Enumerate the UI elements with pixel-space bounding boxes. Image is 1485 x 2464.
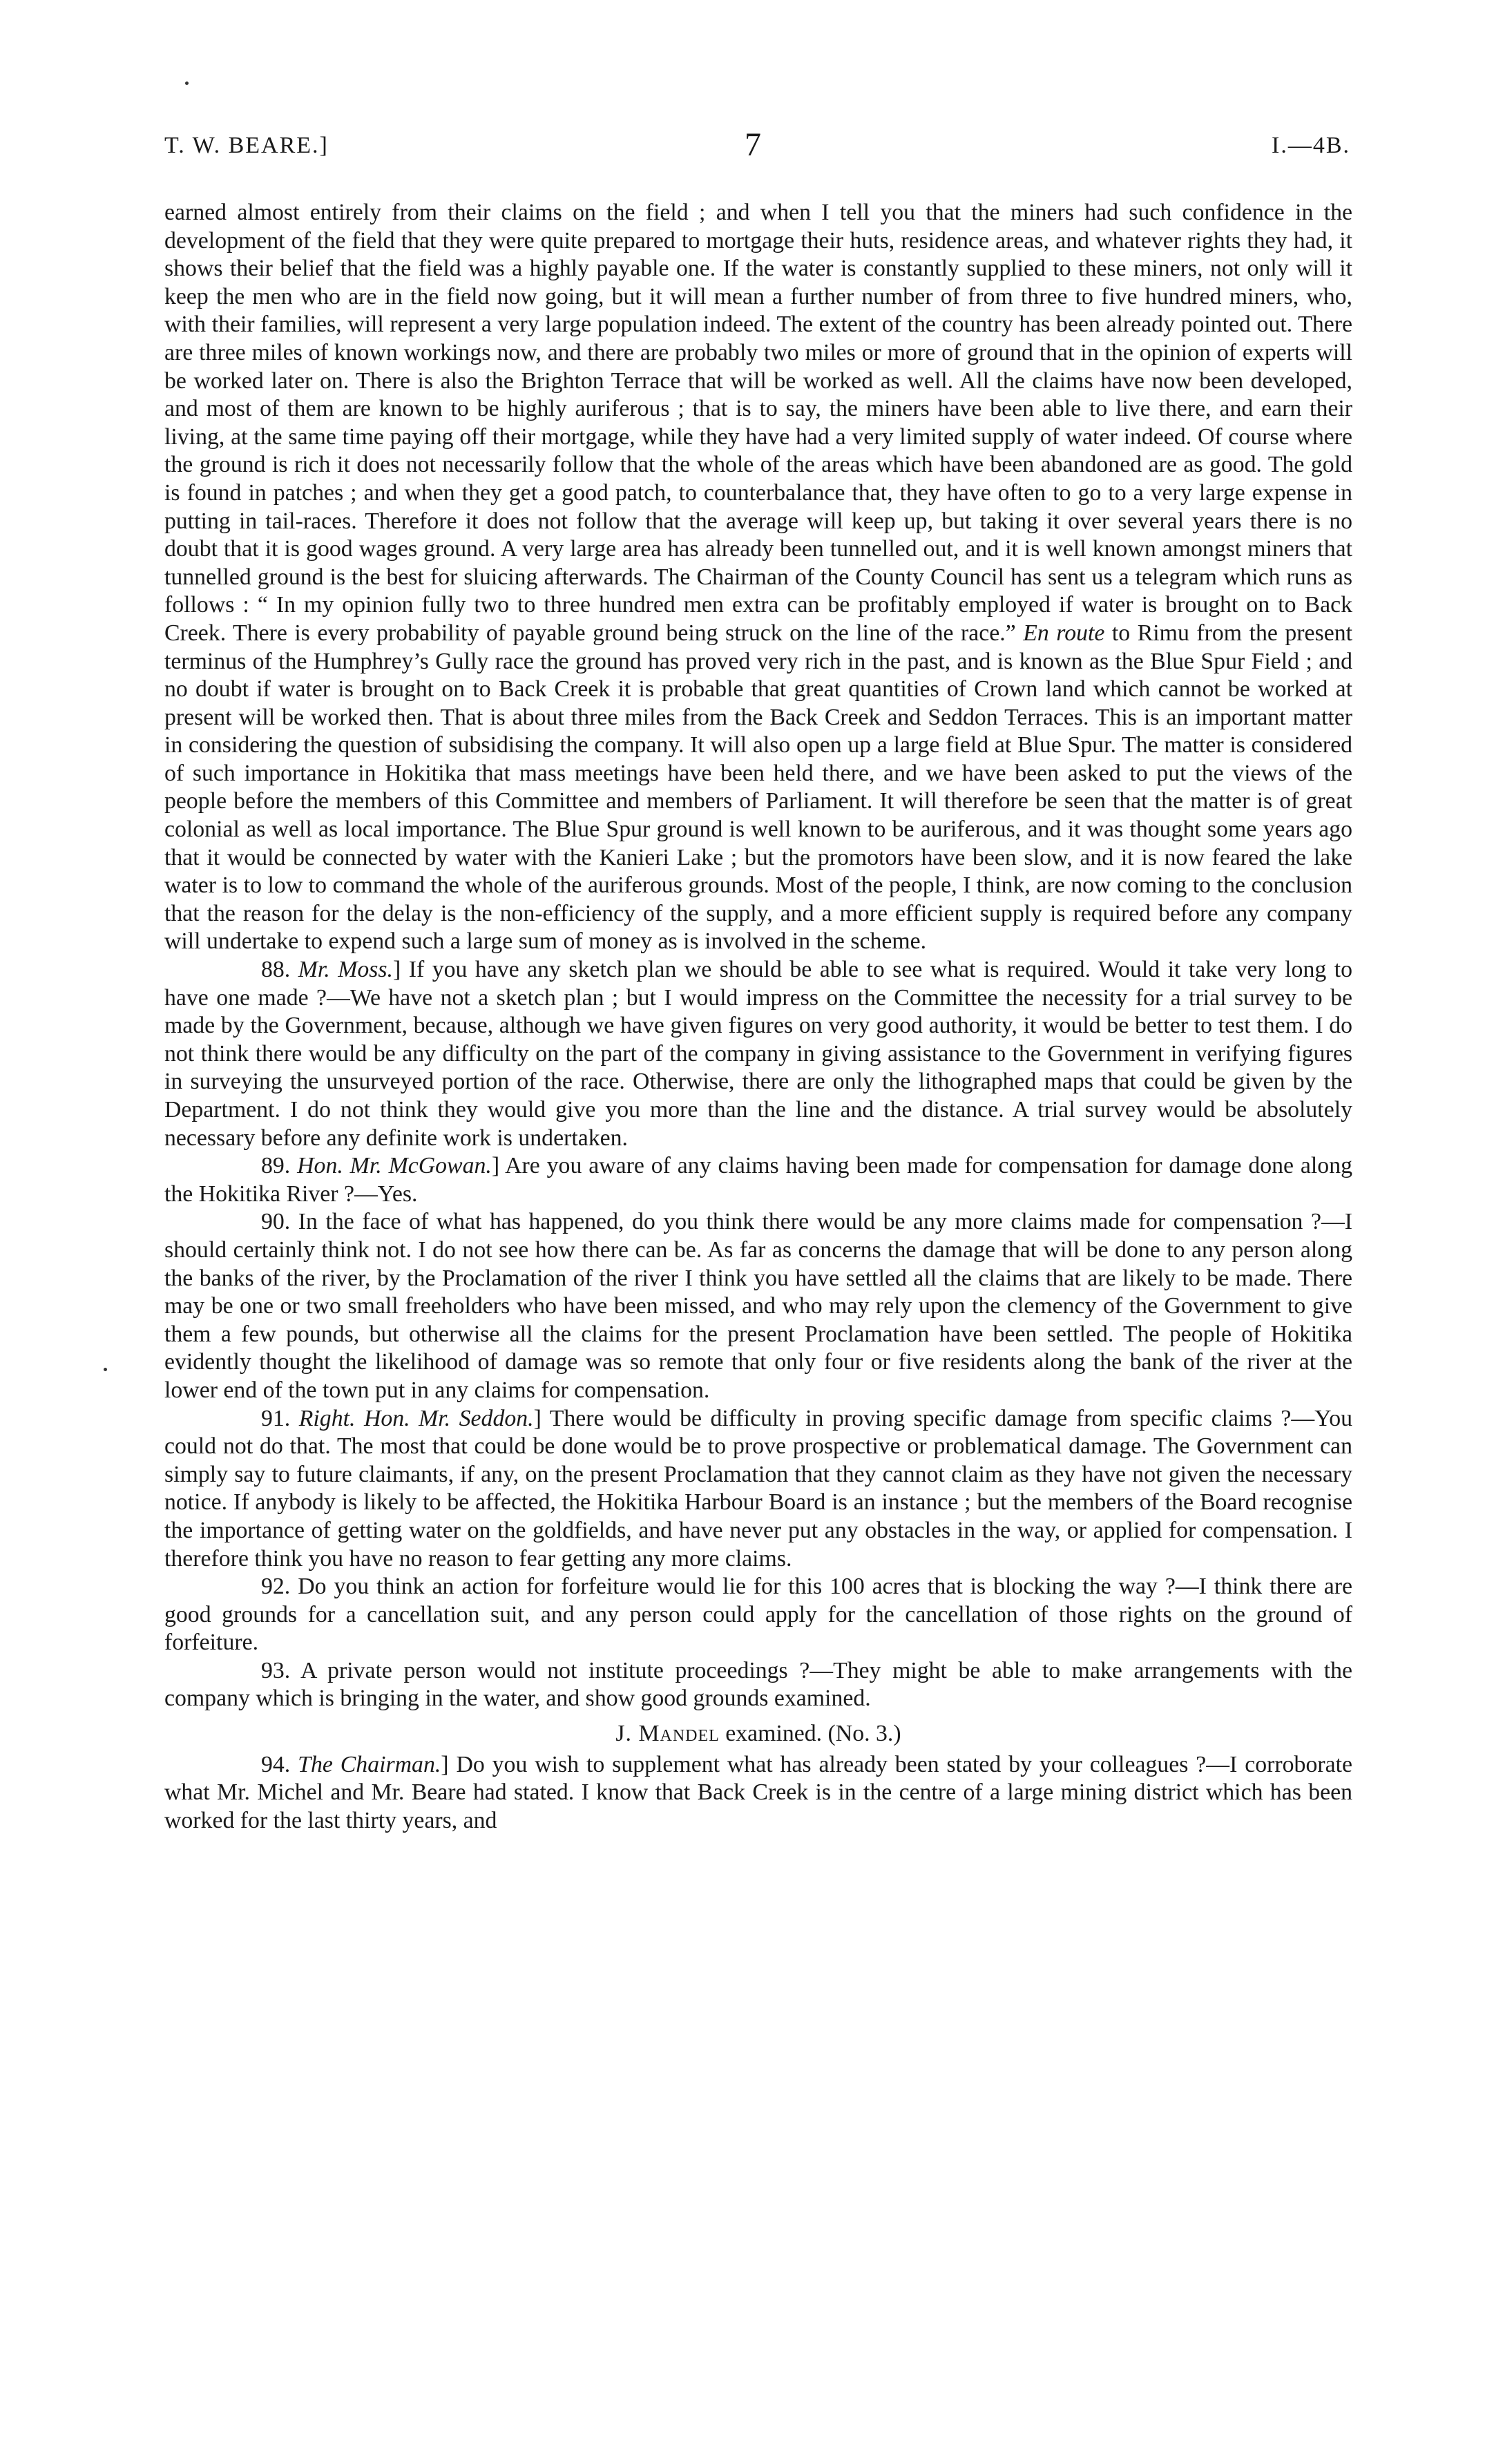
- paragraph-p1: [164, 199, 1352, 956]
- text-span: 88.: [261, 957, 298, 983]
- section-heading: [164, 1720, 1352, 1748]
- text-span: 92. Do you think an action for forfeiture would lie for this 100 acres that is blocking the way ?—I think there are good grounds for a cancellation suit, and any person could apply for the cancellation of those rights on the ground of forfeiture.: [164, 1574, 1352, 1656]
- stray-mark: [185, 82, 189, 85]
- text-span: ] There would be difficulty in proving specific damage from specific claims ?—You could not do that. The most that could be done would be to prove prospective or problematical damage. The Government can simply say to future claimants, if any, on the present Proclamation that they cannot claim as they have not given the necessary notice. If anybody is likely to be affected, the Hokitika Harbour Board is an instance ; but the members of the Board recognise the importance of getting water on the goldfields, and have never put any obstacles in the way, or applied for compensation. I therefore think you have no reason to fear getting any more claims.: [164, 1405, 1352, 1572]
- text-span: ] Are you aware of any claims having been made for compensation for damage done along the Hokitika River ?—Yes.: [164, 1153, 1353, 1207]
- text-span: ] Do you wish to supplement what has already been stated by your colleagues ?—I corroborate what Mr. Michel and Mr. Beare had stated. I know that Back Creek is in the centre of a large mining district which has been worked for the last thirty years, and: [164, 1751, 1352, 1833]
- paragraph-p88: [164, 956, 1352, 1152]
- paragraph-p90: [164, 1208, 1352, 1404]
- text-span: ] If you have any sketch plan we should be able to see what is required. Would it take very long to have one made ?—We have not a sketch plan ; but I would impress on the Committee the necessity for a trial survey to be made by the Government, because, although we have given figures on very good authority, it would be better to test them. I do not think there would be any difficulty on the part of the company in giving assistance to the Government in verifying figures in surveying the unsurveyed portion of the race. Otherwise, there are only the lithographed maps that could be given by the Department. I do not think they would give you more than the line and the distance. A trial survey would be absolutely necessary before any definite work is undertaken.: [164, 957, 1352, 1151]
- text-span: 93. A private person would not institute proceedings ?—They might be able to make arrangements with the company which is bringing in the water, and show good grounds examined.: [164, 1657, 1352, 1712]
- witness-name: J. Mandel: [615, 1721, 720, 1747]
- paragraph-p91: [164, 1405, 1352, 1574]
- italic-span: The Chairman.: [298, 1751, 441, 1777]
- italic-span: En route: [1023, 620, 1105, 646]
- document-body: [164, 199, 1352, 1835]
- paragraph-p89: [164, 1152, 1352, 1208]
- page-number: 7: [745, 126, 761, 163]
- paragraph-p94: [164, 1751, 1352, 1835]
- text-span: 90. In the face of what has happened, do you think there would be any more claims made for compensation ?—I should certainly think not. I do not see how there can be. As far as concerns the damage that will be done to any person along the banks of the river, by the Proclamation of the river I think you have settled all the claims that are likely to be made. There may be one or two small freeholders who have been missed, and who may rely upon the clemency of the Government to give them a few pounds, but otherwise all the claims for the present Proclamation have been settled. The people of Hokitika evidently thought the likelihood of damage was so remote that only four or five residents along the bank of the river at the lower end of the town put in any claims for compensation.: [164, 1209, 1352, 1403]
- text-span: 91.: [261, 1405, 299, 1431]
- text-span: to Rimu from the present terminus of the Humphrey’s Gully race the ground has proved very rich in the past, and is known as the Blue Spur Field ; and no doubt if water is brought on to Back Creek it is probable that great quantities of Crown land which cannot be worked at present will be worked then. That is about three miles from the Back Creek and Seddon Terraces. This is an important matter in considering the question of subsidising the company. It will also open up a large field at Blue Spur. The matter is considered of such importance in Hokitika that mass meetings have been held there, and we have been asked to put the views of the people before the members of this Committee and members of Parliament. It will therefore be seen that the matter is of great colonial as well as local importance. The Blue Spur ground is well known to be auriferous, and it was thought some years ago that it would be connected by water with the Kanieri Lake ; but the promotors have been slow, and it is now feared the lake water is to low to command the whole of the auriferous grounds. Most of the people, I think, are now coming to the conclusion that the reason for the delay is the non-efficiency of the supply, and a more efficient supply is required before any company will undertake to expend such a large sum of money as is involved in the scheme.: [164, 620, 1353, 955]
- stray-mark: [104, 1368, 107, 1371]
- header-witness: T. W. BEARE.]: [164, 133, 329, 158]
- italic-span: Right. Hon. Mr. Seddon.: [298, 1405, 534, 1431]
- text-span: earned almost entirely from their claims on the field ; and when I tell you that the miners had such confidence in the development of the field that they were quite prepared to mortgage their huts, residence areas, and whatever rights they had, it shows their belief that the field was a highly payable one. If the water is constantly supplied to these miners, not only will it keep the men who are in the field now going, but it will mean a further number of from three to five hundred miners, who, with their families, will represent a very large population indeed. The extent of the country has been already pointed out. There are three miles of known workings now, and there are probably two miles or more of ground that in the opinion of experts will be worked later on. There is also the Brighton Terrace that will be worked as well. All the claims have now been developed, and most of them are known to be highly auriferous ; that is to say, the miners have been able to live there, and earn their living, at the same time paying off their mortgage, while they have had a very limited supply of water indeed. Of course where the ground is rich it does not necessarily follow that the whole of the areas which have been abandoned are as good. The gold is found in patches ; and when they get a good patch, to counterbalance that, they have often to go to a very large expense in putting in tail-races. Therefore it does not follow that the average will keep up, but taking it over several years there is no doubt that it is good wages ground. A very large area has already been tunnelled out, and it is well known amongst miners that tunnelled ground is the best for sluicing afterwards. The Chairman of the County Council has sent us a telegram which runs as follows : “ In my opinion fully two to three hundred men extra can be profitably employed if water is brought on to Back Creek. There is every probability of payable ground being struck on the line of the race.”: [164, 200, 1352, 646]
- text-span: examined. (No. 3.): [719, 1721, 901, 1747]
- header-paper-ref: I.—4B.: [1272, 133, 1350, 158]
- italic-span: Hon. Mr. McGowan.: [297, 1153, 492, 1179]
- text-span: 94.: [261, 1751, 298, 1777]
- italic-span: Mr. Moss.: [298, 957, 393, 983]
- paragraph-p92: [164, 1573, 1352, 1657]
- paragraph-p93: [164, 1657, 1352, 1713]
- text-span: 89.: [261, 1153, 298, 1179]
